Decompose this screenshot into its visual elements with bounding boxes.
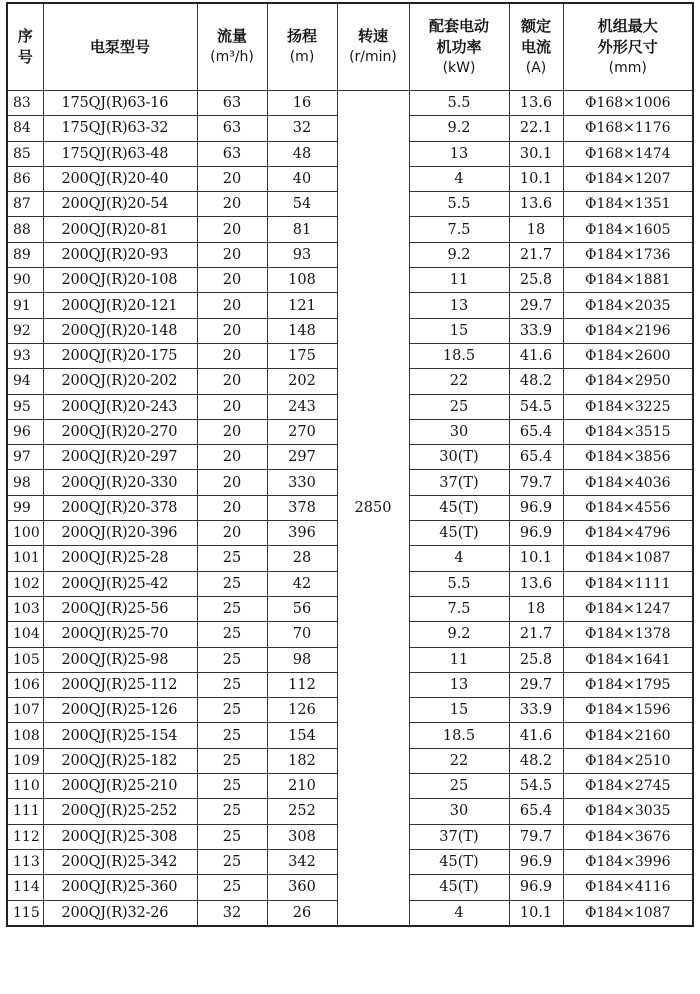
head-value: 112 [267,672,337,697]
table-row [7,91,693,116]
head-value: 330 [267,470,337,495]
pump-model: 175QJ(R)63-16 [43,91,197,116]
flow-value: 63 [197,91,267,116]
speed-value: 2850 [337,91,409,926]
flow-value: 20 [197,242,267,267]
header-current-line1: 额定 [520,16,551,35]
rated-current: 41.6 [509,723,563,748]
head-value: 297 [267,445,337,470]
motor-power: 9.2 [409,622,509,647]
overall-size: Φ184×2196 [563,318,693,343]
motor-power: 7.5 [409,217,509,242]
pump-model: 200QJ(R)25-360 [43,875,197,900]
overall-size: Φ168×1006 [563,91,693,116]
motor-power: 13 [409,293,509,318]
row-number: 87 [7,192,43,217]
row-number: 100 [7,521,43,546]
row-number: 96 [7,419,43,444]
rated-current: 21.7 [509,242,563,267]
header-speed [337,3,409,91]
header-no [7,3,43,91]
head-value: 342 [267,849,337,874]
motor-power: 25 [409,774,509,799]
head-value: 26 [267,900,337,926]
row-number: 89 [7,242,43,267]
pump-model: 200QJ(R)20-297 [43,445,197,470]
pump-model: 200QJ(R)25-112 [43,672,197,697]
overall-size: Φ184×1207 [563,166,693,191]
flow-value: 25 [197,875,267,900]
pump-model: 200QJ(R)20-378 [43,495,197,520]
rated-current: 96.9 [509,521,563,546]
rated-current: 65.4 [509,799,563,824]
motor-power: 15 [409,698,509,723]
row-number: 103 [7,596,43,621]
motor-power: 5.5 [409,91,509,116]
rated-current: 65.4 [509,445,563,470]
overall-size: Φ184×2160 [563,723,693,748]
motor-power: 18.5 [409,343,509,368]
motor-power: 30(T) [409,445,509,470]
head-value: 182 [267,748,337,773]
head-value: 40 [267,166,337,191]
motor-power: 4 [409,546,509,571]
head-value: 360 [267,875,337,900]
row-number: 98 [7,470,43,495]
pump-model: 200QJ(R)25-28 [43,546,197,571]
head-value: 126 [267,698,337,723]
motor-power: 45(T) [409,495,509,520]
pump-model: 200QJ(R)20-243 [43,394,197,419]
pump-model: 200QJ(R)25-182 [43,748,197,773]
pump-model: 200QJ(R)20-175 [43,343,197,368]
motor-power: 30 [409,799,509,824]
header-speed-unit: (r/min) [349,49,397,65]
overall-size: Φ184×3856 [563,445,693,470]
pump-model: 200QJ(R)20-54 [43,192,197,217]
flow-value: 20 [197,394,267,419]
motor-power: 4 [409,166,509,191]
head-value: 202 [267,369,337,394]
pump-model: 200QJ(R)25-210 [43,774,197,799]
head-value: 252 [267,799,337,824]
rated-current: 10.1 [509,166,563,191]
overall-size: Φ184×1087 [563,900,693,926]
header-size [563,3,693,91]
motor-power: 11 [409,268,509,293]
overall-size: Φ184×2600 [563,343,693,368]
header-size-unit: (mm) [608,59,647,76]
pump-model: 175QJ(R)63-48 [43,141,197,166]
row-number: 109 [7,748,43,773]
row-number: 110 [7,774,43,799]
pump-model: 200QJ(R)25-308 [43,824,197,849]
head-value: 48 [267,141,337,166]
header-model-label: 电泵型号 [89,37,150,56]
header-flow [197,3,267,91]
overall-size: Φ184×1641 [563,647,693,672]
overall-size: Φ184×1247 [563,596,693,621]
header-model [43,3,197,91]
flow-value: 25 [197,774,267,799]
pump-model: 200QJ(R)25-56 [43,596,197,621]
head-value: 42 [267,571,337,596]
rated-current: 79.7 [509,470,563,495]
rated-current: 41.6 [509,343,563,368]
head-value: 70 [267,622,337,647]
head-value: 148 [267,318,337,343]
motor-power: 9.2 [409,242,509,267]
overall-size: Φ184×4116 [563,875,693,900]
row-number: 83 [7,91,43,116]
motor-power: 11 [409,647,509,672]
row-number: 85 [7,141,43,166]
spec-page [6,2,694,990]
flow-value: 32 [197,900,267,926]
overall-size: Φ168×1176 [563,116,693,141]
flow-value: 20 [197,343,267,368]
flow-value: 63 [197,141,267,166]
flow-value: 20 [197,268,267,293]
pump-spec-table [6,2,694,927]
pump-model: 200QJ(R)20-108 [43,268,197,293]
motor-power: 45(T) [409,521,509,546]
row-number: 108 [7,723,43,748]
row-number: 115 [7,900,43,926]
pump-model: 200QJ(R)20-202 [43,369,197,394]
rated-current: 54.5 [509,394,563,419]
motor-power: 13 [409,141,509,166]
rated-current: 10.1 [509,546,563,571]
head-value: 32 [267,116,337,141]
overall-size: Φ184×4036 [563,470,693,495]
flow-value: 25 [197,622,267,647]
row-number: 92 [7,318,43,343]
overall-size: Φ184×3515 [563,419,693,444]
head-value: 16 [267,91,337,116]
motor-power: 45(T) [409,849,509,874]
overall-size: Φ184×1736 [563,242,693,267]
pump-model: 200QJ(R)25-154 [43,723,197,748]
row-number: 104 [7,622,43,647]
rated-current: 25.8 [509,647,563,672]
header-row [7,3,693,91]
flow-value: 20 [197,318,267,343]
head-value: 270 [267,419,337,444]
motor-power: 13 [409,672,509,697]
row-number: 86 [7,166,43,191]
rated-current: 22.1 [509,116,563,141]
header-head-unit: (m) [289,49,315,65]
pump-model: 200QJ(R)25-342 [43,849,197,874]
row-number: 105 [7,647,43,672]
rated-current: 33.9 [509,698,563,723]
header-no-line2: 号 [17,48,33,66]
header-size-line2: 外形尺寸 [597,37,658,56]
overall-size: Φ184×2745 [563,774,693,799]
motor-power: 5.5 [409,571,509,596]
pump-model: 200QJ(R)20-40 [43,166,197,191]
motor-power: 18.5 [409,723,509,748]
flow-value: 25 [197,647,267,672]
rated-current: 13.6 [509,91,563,116]
motor-power: 9.2 [409,116,509,141]
flow-value: 20 [197,369,267,394]
motor-power: 7.5 [409,596,509,621]
flow-value: 20 [197,217,267,242]
rated-current: 10.1 [509,900,563,926]
table-header [7,3,693,91]
pump-model: 200QJ(R)20-81 [43,217,197,242]
flow-value: 25 [197,748,267,773]
row-number: 99 [7,495,43,520]
rated-current: 79.7 [509,824,563,849]
pump-model: 200QJ(R)20-330 [43,470,197,495]
header-power-line2: 机功率 [436,37,482,56]
rated-current: 25.8 [509,268,563,293]
pump-model: 175QJ(R)63-32 [43,116,197,141]
row-number: 107 [7,698,43,723]
flow-value: 20 [197,293,267,318]
rated-current: 18 [509,596,563,621]
flow-value: 25 [197,571,267,596]
header-flow-label: 流量 [216,27,247,45]
flow-value: 25 [197,546,267,571]
flow-value: 25 [197,698,267,723]
head-value: 108 [267,268,337,293]
flow-value: 25 [197,799,267,824]
row-number: 113 [7,849,43,874]
head-value: 93 [267,242,337,267]
rated-current: 65.4 [509,419,563,444]
pump-model: 200QJ(R)20-121 [43,293,197,318]
row-number: 88 [7,217,43,242]
rated-current: 21.7 [509,622,563,647]
row-number: 94 [7,369,43,394]
overall-size: Φ184×1605 [563,217,693,242]
row-number: 111 [7,799,43,824]
rated-current: 29.7 [509,293,563,318]
motor-power: 37(T) [409,824,509,849]
flow-value: 25 [197,596,267,621]
overall-size: Φ184×4796 [563,521,693,546]
pump-model: 200QJ(R)20-270 [43,419,197,444]
overall-size: Φ184×1596 [563,698,693,723]
pump-model: 200QJ(R)25-126 [43,698,197,723]
header-head [267,3,337,91]
flow-value: 20 [197,419,267,444]
header-power [409,3,509,91]
rated-current: 48.2 [509,369,563,394]
overall-size: Φ184×1087 [563,546,693,571]
motor-power: 45(T) [409,875,509,900]
head-value: 81 [267,217,337,242]
rated-current: 30.1 [509,141,563,166]
overall-size: Φ184×1351 [563,192,693,217]
motor-power: 4 [409,900,509,926]
flow-value: 20 [197,521,267,546]
motor-power: 15 [409,318,509,343]
header-power-unit: (kW) [442,59,476,76]
overall-size: Φ184×3225 [563,394,693,419]
flow-value: 20 [197,192,267,217]
overall-size: Φ184×2035 [563,293,693,318]
pump-model: 200QJ(R)20-396 [43,521,197,546]
rated-current: 13.6 [509,192,563,217]
flow-value: 25 [197,672,267,697]
rated-current: 33.9 [509,318,563,343]
overall-size: Φ184×1881 [563,268,693,293]
pump-model: 200QJ(R)25-98 [43,647,197,672]
motor-power: 5.5 [409,192,509,217]
motor-power: 22 [409,369,509,394]
row-number: 97 [7,445,43,470]
row-number: 84 [7,116,43,141]
motor-power: 37(T) [409,470,509,495]
header-current-unit: (A) [525,59,547,76]
flow-value: 25 [197,849,267,874]
pump-model: 200QJ(R)25-70 [43,622,197,647]
header-no-line1: 序 [17,27,33,45]
overall-size: Φ184×3996 [563,849,693,874]
head-value: 121 [267,293,337,318]
header-speed-label: 转速 [357,27,388,45]
row-number: 112 [7,824,43,849]
row-number: 93 [7,343,43,368]
header-current-line2: 电流 [520,37,551,56]
motor-power: 22 [409,748,509,773]
header-head-label: 扬程 [286,27,317,45]
head-value: 175 [267,343,337,368]
flow-value: 20 [197,166,267,191]
row-number: 91 [7,293,43,318]
head-value: 243 [267,394,337,419]
pump-model: 200QJ(R)25-252 [43,799,197,824]
header-size-line1: 机组最大 [597,16,658,35]
row-number: 114 [7,875,43,900]
flow-value: 25 [197,723,267,748]
head-value: 396 [267,521,337,546]
flow-value: 20 [197,495,267,520]
rated-current: 29.7 [509,672,563,697]
row-number: 95 [7,394,43,419]
rated-current: 13.6 [509,571,563,596]
pump-model: 200QJ(R)32-26 [43,900,197,926]
head-value: 210 [267,774,337,799]
pump-model: 200QJ(R)20-93 [43,242,197,267]
overall-size: Φ168×1474 [563,141,693,166]
flow-value: 20 [197,470,267,495]
header-flow-unit: (m³/h) [210,49,254,65]
row-number: 106 [7,672,43,697]
rated-current: 96.9 [509,495,563,520]
head-value: 154 [267,723,337,748]
table-body [7,91,693,926]
head-value: 98 [267,647,337,672]
header-power-line1: 配套电动 [428,16,489,35]
flow-value: 63 [197,116,267,141]
pump-model: 200QJ(R)20-148 [43,318,197,343]
head-value: 308 [267,824,337,849]
overall-size: Φ184×3035 [563,799,693,824]
head-value: 56 [267,596,337,621]
rated-current: 96.9 [509,875,563,900]
overall-size: Φ184×4556 [563,495,693,520]
motor-power: 25 [409,394,509,419]
head-value: 54 [267,192,337,217]
overall-size: Φ184×2950 [563,369,693,394]
head-value: 378 [267,495,337,520]
overall-size: Φ184×1111 [563,571,693,596]
overall-size: Φ184×3676 [563,824,693,849]
rated-current: 96.9 [509,849,563,874]
head-value: 28 [267,546,337,571]
flow-value: 20 [197,445,267,470]
overall-size: Φ184×1795 [563,672,693,697]
overall-size: Φ184×2510 [563,748,693,773]
rated-current: 48.2 [509,748,563,773]
rated-current: 18 [509,217,563,242]
row-number: 90 [7,268,43,293]
motor-power: 30 [409,419,509,444]
overall-size: Φ184×1378 [563,622,693,647]
pump-model: 200QJ(R)25-42 [43,571,197,596]
flow-value: 25 [197,824,267,849]
header-current [509,3,563,91]
rated-current: 54.5 [509,774,563,799]
row-number: 101 [7,546,43,571]
row-number: 102 [7,571,43,596]
